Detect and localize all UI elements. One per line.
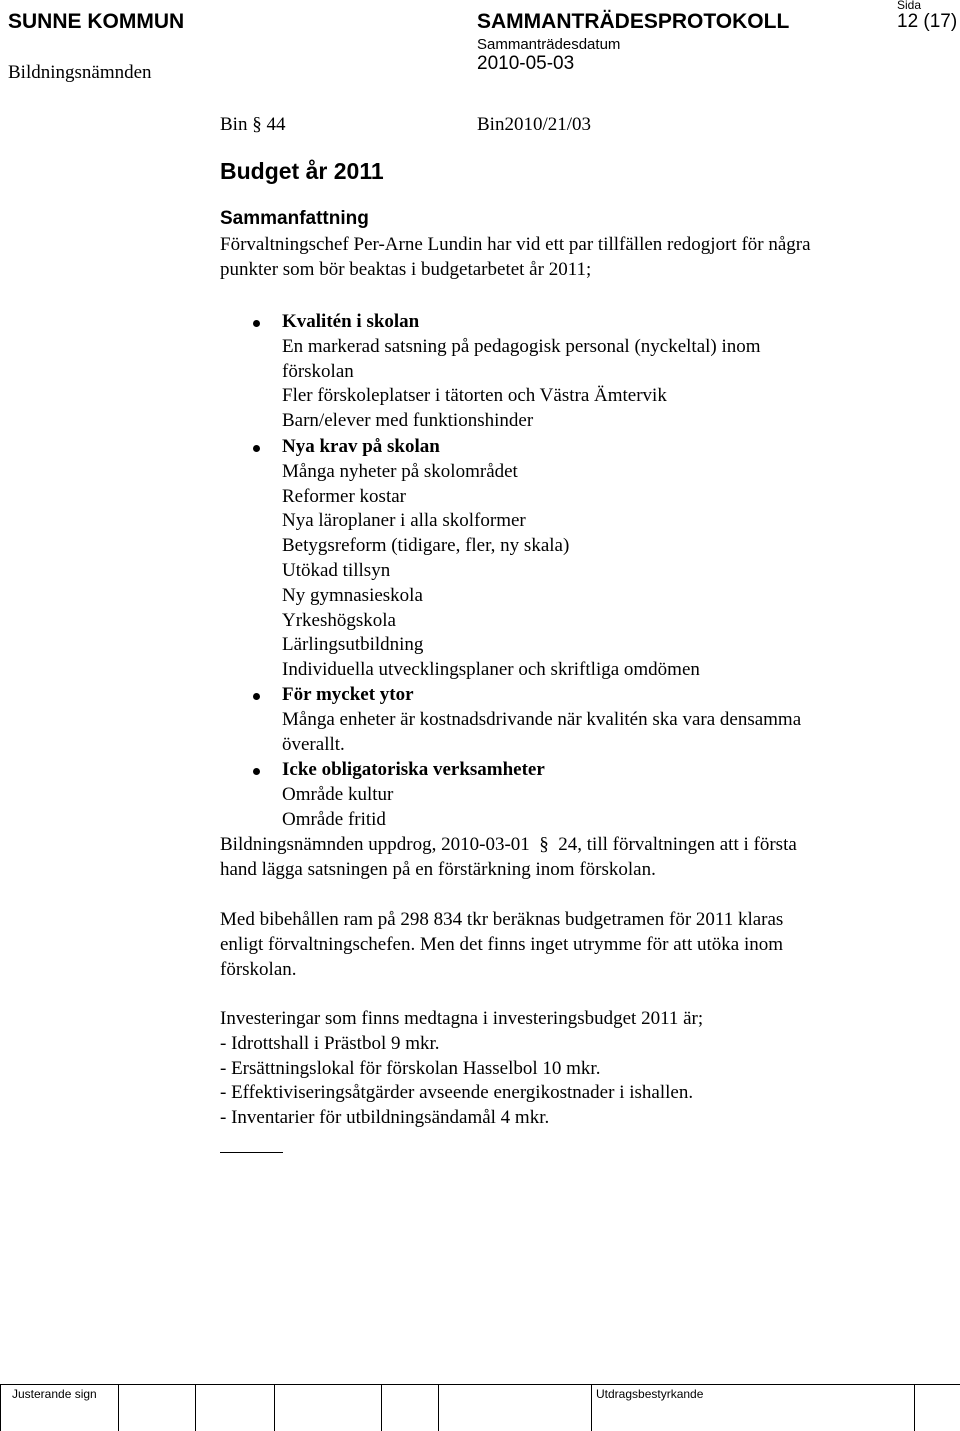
footer-cell-border [195, 1384, 196, 1431]
bullet-line: Nya läroplaner i alla skolformer [282, 510, 526, 532]
bullet-line: överallt. [282, 733, 345, 755]
footer-cell-border [381, 1384, 382, 1431]
paragraph-value: 44 [266, 114, 286, 135]
bullet-heading: Kvalitén i skolan [282, 311, 420, 332]
bullet-heading: Nya krav på skolan [282, 436, 440, 457]
bullet-dot-icon [253, 320, 260, 327]
bullet-line: Barn/elever med funktionshinder [282, 410, 534, 432]
intro-line: punkter som bör beaktas i budgetarbetet år 2011; [220, 258, 592, 280]
bullet-line: Individuella utvecklingsplaner och skriftliga omdömen [282, 659, 700, 681]
paragraph-number [220, 114, 285, 136]
date-value: 2010-05-03 [477, 53, 575, 74]
bullet-line: Många nyheter på skolområdet [282, 460, 518, 482]
bullet-line: Yrkeshögskola [282, 609, 396, 631]
assignment-line: hand lägga satsningen på en förstärkning inom förskolan. [220, 858, 656, 880]
bullet-line: En markerad satsning på pedagogisk personal (nyckeltal) inom [282, 335, 761, 357]
footer-cell-border [438, 1384, 439, 1431]
bullet-dot-icon [253, 768, 260, 775]
bullet-line: Ny gymnasieskola [282, 584, 423, 606]
bullet-line: Område kultur [282, 783, 394, 805]
investment-list [220, 1007, 703, 1131]
assignment-part-1: Bildningsnämnden uppdrog, 2010-03-01 [220, 834, 530, 855]
footer-left-label: Justerande sign [12, 1387, 97, 1401]
assignment-text [220, 833, 797, 883]
intro-text [220, 233, 811, 283]
bullet-dot-icon [253, 445, 260, 452]
bullet-line: Lärlingsutbildning [282, 634, 424, 656]
bullet-dot-icon [253, 693, 260, 700]
bullet-item-quality [282, 310, 761, 434]
footer-right-label: Utdragsbestyrkande [596, 1387, 704, 1401]
bullet-item-non-mandatory [282, 758, 545, 832]
bullet-line: Område fritid [282, 808, 386, 830]
paragraph-prefix: Bin [220, 114, 248, 135]
bullet-item-new-requirements [282, 435, 700, 683]
investment-line: - Idrottshall i Prästbol 9 mkr. [220, 1032, 440, 1054]
summary-heading: Sammanfattning [220, 208, 369, 229]
end-line [220, 1152, 283, 1153]
page-label: Sida [897, 0, 922, 12]
bullet-line: Reformer kostar [282, 485, 406, 507]
case-reference: Bin2010/21/03 [477, 114, 592, 135]
section-sign-icon: § [534, 834, 554, 855]
footer-cell-border [591, 1384, 592, 1431]
bullet-item-too-much-space [282, 683, 801, 757]
bullet-heading: Icke obligatoriska verksamheter [282, 759, 545, 780]
budget-line: förskolan. [220, 958, 297, 980]
assignment-line [220, 833, 797, 858]
department-name: Bildningsnämnden [8, 62, 152, 83]
bullet-line: Många enheter är kostnadsdrivande när kvalitén ska vara densamma [282, 708, 802, 730]
section-title: Budget år 2011 [220, 158, 384, 184]
footer-cell-border [0, 1384, 1, 1431]
intro-line: Förvaltningschef Per-Arne Lundin har vid ett par tillfällen redogjort för några [220, 234, 811, 255]
footer-cell-border [914, 1384, 915, 1431]
bullet-line: Betygsreform (tidigare, fler, ny skala) [282, 535, 570, 557]
bullet-heading: För mycket ytor [282, 684, 414, 705]
footer [0, 1384, 960, 1431]
section-sign-icon: § [252, 114, 262, 135]
bullet-line: Fler förskoleplatser i tätorten och Västra Ämtervik [282, 385, 667, 407]
page-number: 12 (17) [897, 11, 958, 32]
bullet-line: Utökad tillsyn [282, 559, 391, 581]
investment-line: - Effektiviseringsåtgärder avseende energikostnader i ishallen. [220, 1082, 694, 1104]
document-type: SAMMANTRÄDESPROTOKOLL [477, 10, 790, 33]
budget-text [220, 908, 783, 982]
organization-name: SUNNE KOMMUN [8, 10, 185, 33]
bullet-line: förskolan [282, 360, 354, 382]
footer-divider [0, 1384, 960, 1385]
footer-cell-border [118, 1384, 119, 1431]
investment-line: Investeringar som finns medtagna i investeringsbudget 2011 är; [220, 1008, 704, 1029]
budget-line: Med bibehållen ram på 298 834 tkr beräknas budgetramen för 2011 klaras [220, 909, 784, 930]
footer-cell-border [274, 1384, 275, 1431]
investment-line: - Inventarier för utbildningsändamål 4 mkr. [220, 1107, 550, 1129]
budget-line: enligt förvaltningschefen. Men det finns inget utrymme för att utöka inom [220, 933, 784, 955]
assignment-part-2: 24, till förvaltningen att i första [558, 834, 797, 855]
date-label: Sammanträdesdatum [477, 36, 621, 53]
investment-line: - Ersättningslokal för förskolan Hasselbol 10 mkr. [220, 1057, 601, 1079]
